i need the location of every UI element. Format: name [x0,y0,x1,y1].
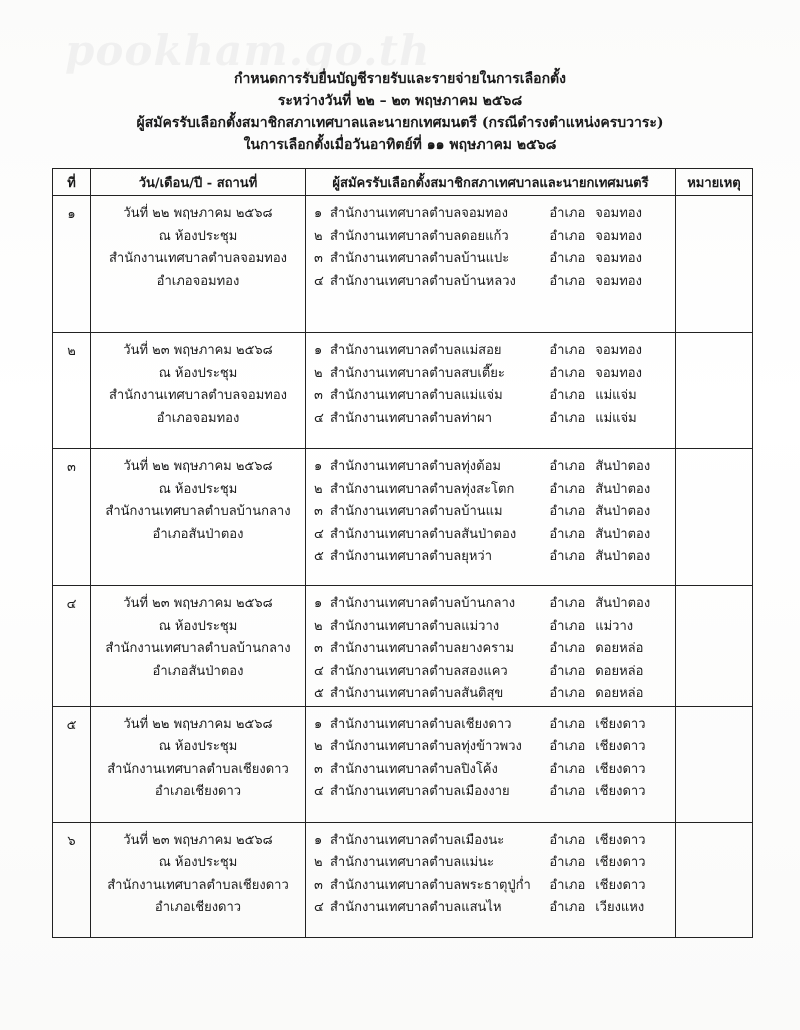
list-item [314,203,675,226]
office-name: สำนักงานเทศบาลตำบลพระธาตุปู่ก่ำ [329,877,531,893]
office-name: สำนักงานเทศบาลตำบลจอมทอง [329,206,508,221]
office-name: สำนักงานเทศบาลตำบลแม่สอย [329,343,502,358]
office-name: สำนักงานเทศบาลตำบลสองแคว [329,663,508,679]
item-number: ๑ [314,596,323,611]
item-number: ๓ [314,251,323,266]
district-name: สันป่าตอง [595,459,651,474]
room-text: ณ ห้องประชุม [158,618,238,634]
item-number: ๑ [314,206,323,221]
office-name: สำนักงานเทศบาลตำบลยุหว่า [329,549,493,564]
district-text: อำเภอจอมทอง [156,273,240,289]
list-item [314,683,675,706]
item-number: ๓ [314,641,323,656]
list-item [314,638,675,661]
room-text: ณ ห้องประชุม [158,365,238,381]
item-number: ๒ [314,481,323,497]
office-name: สำนักงานเทศบาลตำบลทุ่งสะโตก [329,481,515,497]
item-number: ๒ [314,739,323,754]
date-place-cell [91,586,306,707]
row-number: ๑ [53,196,91,333]
district-name: เชียงดาว [595,855,646,870]
remarks-cell [676,586,753,707]
district-name: จอมทอง [595,206,642,221]
row-number: ๓ [53,449,91,586]
district-name: เชียงดาว [595,761,646,777]
item-number: ๔ [314,900,324,915]
list-item [314,897,675,920]
candidates-cell [306,586,676,707]
office-name: สำนักงานเทศบาลตำบลแม่แจ่ม [329,388,503,403]
district-label: อำเภอ [549,784,586,799]
table-row [53,196,753,333]
list-item [314,830,675,853]
district-name: เชียงดาว [595,832,646,848]
item-number: ๒ [314,228,323,244]
item-number: ๒ [314,855,323,870]
district-label: อำเภอ [549,855,586,870]
list-item [314,593,675,616]
district-name: สันป่าตอง [595,526,651,542]
row-number: ๒ [53,333,91,449]
district-name: เชียงดาว [595,877,646,893]
office-name: สำนักงานเทศบาลตำบลดอยแก้ว [329,228,509,244]
candidates-cell [306,449,676,586]
remarks-cell [676,706,753,822]
list-item [314,616,675,639]
district-name: จอมทอง [595,343,642,358]
list-item [314,501,675,524]
district-label: อำเภอ [549,618,586,634]
date-place-cell [91,706,306,822]
district-label: อำเภอ [549,877,586,893]
item-number: ๕ [314,549,324,564]
date-text: วันที่ ๒๓ พฤษภาคม ๒๕๖๘ [123,832,273,848]
district-label: อำเภอ [549,206,586,221]
office-text: สำนักงานเทศบาลตำบลเชียงดาว [107,877,289,893]
list-item [314,661,675,684]
office-name: สำนักงานเทศบาลตำบลเมืองงาย [329,784,510,799]
list-item [314,340,675,363]
room-text: ณ ห้องประชุม [158,739,238,754]
district-name: แม่แจ่ม [595,388,637,403]
item-number: ๒ [314,365,323,381]
list-item [314,248,675,271]
office-name: สำนักงานเทศบาลตำบลท่าผา [329,410,493,426]
district-name: ดอยหล่อ [595,641,644,656]
district-label: อำเภอ [549,526,586,542]
district-label: อำเภอ [549,739,586,754]
table-row [53,586,753,707]
list-item [314,736,675,759]
district-name: เชียงดาว [595,716,646,732]
item-number: ๑ [314,832,323,848]
list-item [314,226,675,249]
table-row [53,706,753,822]
list-item [314,546,675,569]
office-name: สำนักงานเทศบาลตำบลปิงโค้ง [329,761,498,777]
district-name: เชียงดาว [595,784,646,799]
item-number: ๑ [314,716,323,732]
office-name: สำนักงานเทศบาลตำบลสันติสุข [329,686,504,701]
table-body [53,196,753,938]
table-row [53,822,753,937]
office-text: สำนักงานเทศบาลตำบลเชียงดาว [107,761,289,777]
list-item [314,759,675,782]
room-text: ณ ห้องประชุม [158,855,238,870]
district-name: เชียงดาว [595,739,646,754]
district-label: อำเภอ [549,900,586,915]
office-name: สำนักงานเทศบาลตำบลบ้านหลวง [329,273,516,289]
document-header [0,68,800,156]
office-name: สำนักงานเทศบาลตำบลสบเตี๊ยะ [329,365,505,381]
district-name: แม่แจ่ม [595,410,637,426]
room-text: ณ ห้องประชุม [158,481,238,497]
date-text: วันที่ ๒๓ พฤษภาคม ๒๕๖๘ [123,343,273,358]
date-text: วันที่ ๒๓ พฤษภาคม ๒๕๖๘ [123,596,273,611]
header-date-place: วัน/เดือน/ปี - สถานที่ [91,169,306,196]
office-name: สำนักงานเทศบาลตำบลเมืองนะ [329,832,505,848]
district-label: อำเภอ [549,686,586,701]
remarks-cell [676,822,753,937]
district-name: จอมทอง [595,273,642,289]
header-election-date: ในการเลือกตั้งเมื่อวันอาทิตย์ที่ ๑๑ พฤษภาคม ๒๕๖๘ [243,137,557,153]
header-candidates: ผู้สมัครรับเลือกตั้งสมาชิกสภาเทศบาลและนายกเทศมนตรี [306,169,676,196]
list-item [314,781,675,804]
district-label: อำเภอ [549,641,586,656]
office-name: สำนักงานเทศบาลตำบลแสนไห [329,900,502,915]
list-item [314,524,675,547]
office-text: สำนักงานเทศบาลตำบลจอมทอง [109,251,287,266]
office-name: สำนักงานเทศบาลตำบลแม่วาง [329,618,500,634]
district-text: อำเภอเชียงดาว [154,784,242,799]
office-name: สำนักงานเทศบาลตำบลทุ่งข้าวพวง [329,739,522,754]
district-label: อำเภอ [549,343,586,358]
item-number: ๔ [314,410,324,426]
item-number: ๓ [314,877,323,893]
district-name: สันป่าตอง [595,549,651,564]
district-name: ดอยหล่อ [595,663,644,679]
remarks-cell [676,333,753,449]
district-name: สันป่าตอง [595,596,651,611]
district-name: เวียงแหง [595,900,645,915]
district-label: อำเภอ [549,761,586,777]
date-text: วันที่ ๒๒ พฤษภาคม ๒๕๖๘ [123,716,273,732]
list-item [314,408,675,431]
table-header-row [53,169,753,196]
office-name: สำนักงานเทศบาลตำบลยางคราม [329,641,515,656]
date-place-cell [91,196,306,333]
item-number: ๓ [314,761,323,777]
list-item [314,363,675,386]
item-number: ๑ [314,343,323,358]
office-text: สำนักงานเทศบาลตำบลบ้านกลาง [105,641,291,656]
office-name: สำนักงานเทศบาลตำบลบ้านกลาง [329,596,516,611]
district-text: อำเภอจอมทอง [156,410,240,426]
list-item [314,714,675,737]
list-item [314,271,675,294]
date-text: วันที่ ๒๒ พฤษภาคม ๒๕๖๘ [123,459,273,474]
office-name: สำนักงานเทศบาลตำบลสันป่าตอง [329,526,517,542]
district-label: อำเภอ [549,459,586,474]
item-number: ๓ [314,388,323,403]
row-number: ๔ [53,586,91,707]
office-name: สำนักงานเทศบาลตำบลเชียงดาว [329,716,512,732]
candidates-cell [306,333,676,449]
district-label: อำเภอ [549,410,586,426]
district-label: อำเภอ [549,716,586,732]
district-text: อำเภอสันป่าตอง [152,663,244,679]
row-number: ๖ [53,822,91,937]
schedule-table [52,168,753,938]
district-name: จอมทอง [595,365,642,381]
header-subject: ผู้สมัครรับเลือกตั้งสมาชิกสภาเทศบาลและนายกเทศมนตรี (กรณีดำรงตำแหน่งครบวาระ) [136,115,664,131]
item-number: ๑ [314,459,323,474]
district-text: อำเภอเชียงดาว [154,900,242,915]
header-remarks: หมายเหตุ [676,169,753,196]
item-number: ๔ [314,273,324,289]
item-number: ๔ [314,663,324,679]
date-place-cell [91,449,306,586]
list-item [314,456,675,479]
header-date-range: ระหว่างวันที่ ๒๒ – ๒๓ พฤษภาคม ๒๕๖๘ [277,93,523,109]
district-label: อำเภอ [549,228,586,244]
list-item [314,385,675,408]
item-number: ๒ [314,618,323,634]
district-label: อำเภอ [549,251,586,266]
office-name: สำนักงานเทศบาลตำบลบ้านแปะ [329,251,510,266]
candidates-cell [306,196,676,333]
district-label: อำเภอ [549,832,586,848]
item-number: ๔ [314,784,324,799]
district-label: อำเภอ [549,504,586,519]
item-number: ๕ [314,686,324,701]
room-text: ณ ห้องประชุม [158,228,238,244]
district-name: จอมทอง [595,251,642,266]
office-text: สำนักงานเทศบาลตำบลบ้านกลาง [105,504,291,519]
district-label: อำเภอ [549,549,586,564]
date-text: วันที่ ๒๒ พฤษภาคม ๒๕๖๘ [123,206,273,221]
district-text: อำเภอสันป่าตอง [152,526,244,542]
district-label: อำเภอ [549,663,586,679]
candidates-cell [306,706,676,822]
list-item [314,875,675,898]
remarks-cell [676,196,753,333]
list-item [314,479,675,502]
date-place-cell [91,333,306,449]
district-name: จอมทอง [595,228,642,244]
district-name: แม่วาง [595,618,634,634]
header-no: ที่ [53,169,91,196]
district-label: อำเภอ [549,596,586,611]
district-label: อำเภอ [549,365,586,381]
item-number: ๓ [314,504,323,519]
office-text: สำนักงานเทศบาลตำบลจอมทอง [109,388,287,403]
table-row [53,449,753,586]
district-name: สันป่าตอง [595,504,651,519]
table-row [53,333,753,449]
remarks-cell [676,449,753,586]
office-name: สำนักงานเทศบาลตำบลแม่นะ [329,855,495,870]
item-number: ๔ [314,526,324,542]
header-title: กำหนดการรับยื่นบัญชีรายรับและรายจ่ายในการเลือกตั้ง [234,71,566,87]
district-name: สันป่าตอง [595,481,651,497]
office-name: สำนักงานเทศบาลตำบลทุ่งต้อม [329,459,501,474]
date-place-cell [91,822,306,937]
list-item [314,852,675,875]
candidates-cell [306,822,676,937]
district-label: อำเภอ [549,273,586,289]
office-name: สำนักงานเทศบาลตำบลบ้านแม [329,504,503,519]
district-label: อำเภอ [549,481,586,497]
district-name: ดอยหล่อ [595,686,644,701]
row-number: ๕ [53,706,91,822]
district-label: อำเภอ [549,388,586,403]
